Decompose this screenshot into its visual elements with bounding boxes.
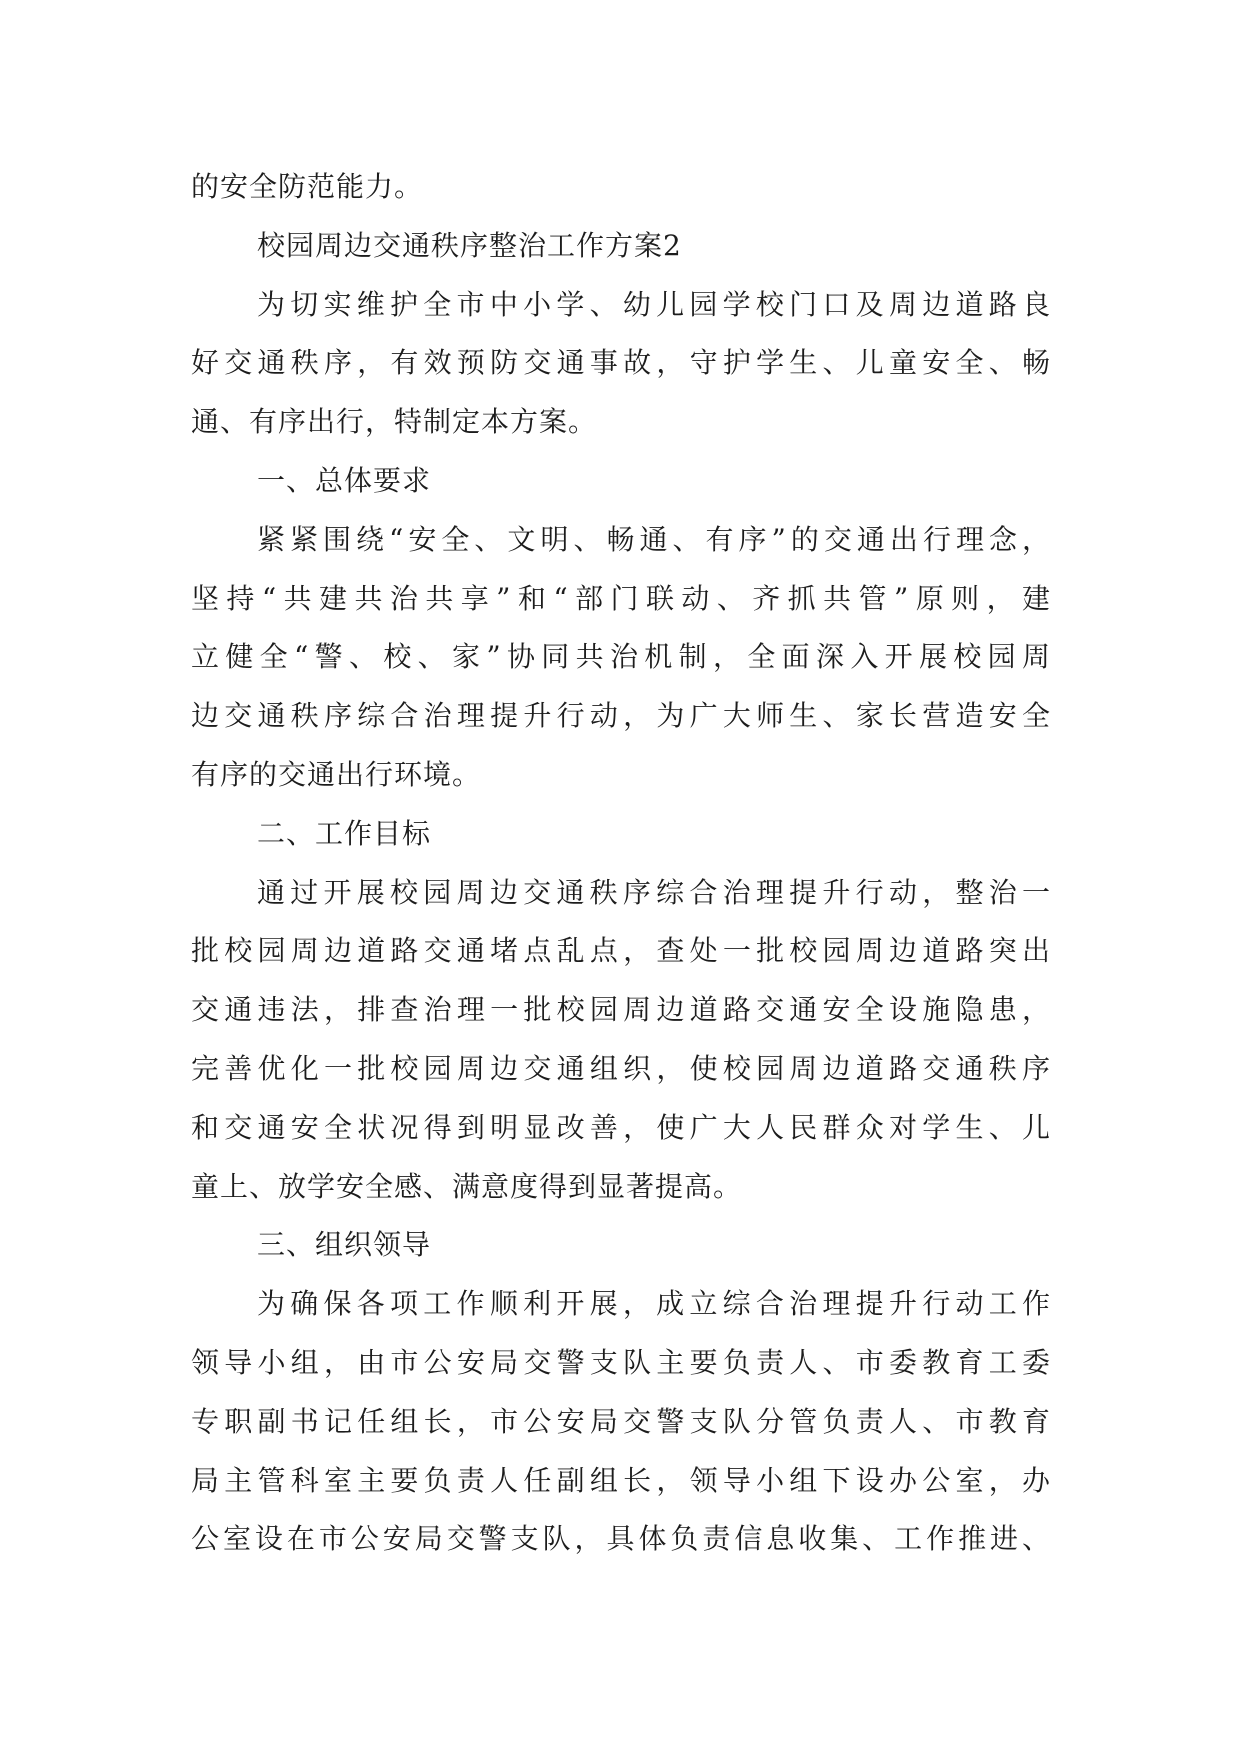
text-line: 好交通秩序，有效预防交通事故，守护学生、儿童安全、畅 — [191, 346, 1051, 380]
text-line: 公室设在市公安局交警支队，具体负责信息收集、工作推进、 — [191, 1522, 1051, 1556]
text-line: 边交通秩序综合治理提升行动，为广大师生、家长营造安全 — [191, 699, 1051, 733]
text-line: 专职副书记任组长，市公安局交警支队分管负责人、市教育 — [191, 1404, 1051, 1438]
text-line: 的安全防范能力。 — [191, 170, 424, 203]
text-line: 童上、放学安全感、满意度得到显著提高。 — [191, 1169, 743, 1203]
text-line: 有序的交通出行环境。 — [191, 757, 482, 791]
text-line: 坚持“共建共治共享”和“部门联动、齐抓共管”原则，建 — [191, 581, 1051, 615]
text-line: 批校园周边道路交通堵点乱点，查处一批校园周边道路突出 — [191, 934, 1051, 968]
text-line: 领导小组，由市公安局交警支队主要负责人、市委教育工委 — [191, 1345, 1051, 1379]
text-line: 为确保各项工作顺利开展，成立综合治理提升行动工作 — [257, 1287, 1051, 1321]
text-line: 通、有序出行，特制定本方案。 — [191, 405, 598, 439]
text-line: 局主管科室主要负责人任副组长，领导小组下设办公室，办 — [191, 1463, 1051, 1497]
section-heading: 二、工作目标 — [257, 816, 432, 850]
section-heading: 一、总体要求 — [257, 463, 432, 497]
section-title: 校园周边交通秩序整治工作方案2 — [257, 228, 682, 262]
text-line: 交通违法，排查治理一批校园周边道路交通安全设施隐患， — [191, 993, 1051, 1027]
text-line: 通过开展校园周边交通秩序综合治理提升行动，整治一 — [257, 875, 1051, 909]
text-line: 为切实维护全市中小学、幼儿园学校门口及周边道路良 — [257, 287, 1051, 321]
text-line: 立健全“警、校、家”协同共治机制，全面深入开展校园周 — [191, 640, 1051, 674]
text-line: 紧紧围绕“安全、文明、畅通、有序”的交通出行理念， — [257, 522, 1051, 556]
section-heading: 三、组织领导 — [257, 1228, 432, 1262]
text-line: 和交通安全状况得到明显改善，使广大人民群众对学生、儿 — [191, 1110, 1051, 1144]
document-body — [191, 158, 1051, 1569]
text-line: 完善优化一批校园周边交通组织，使校园周边道路交通秩序 — [191, 1051, 1051, 1085]
